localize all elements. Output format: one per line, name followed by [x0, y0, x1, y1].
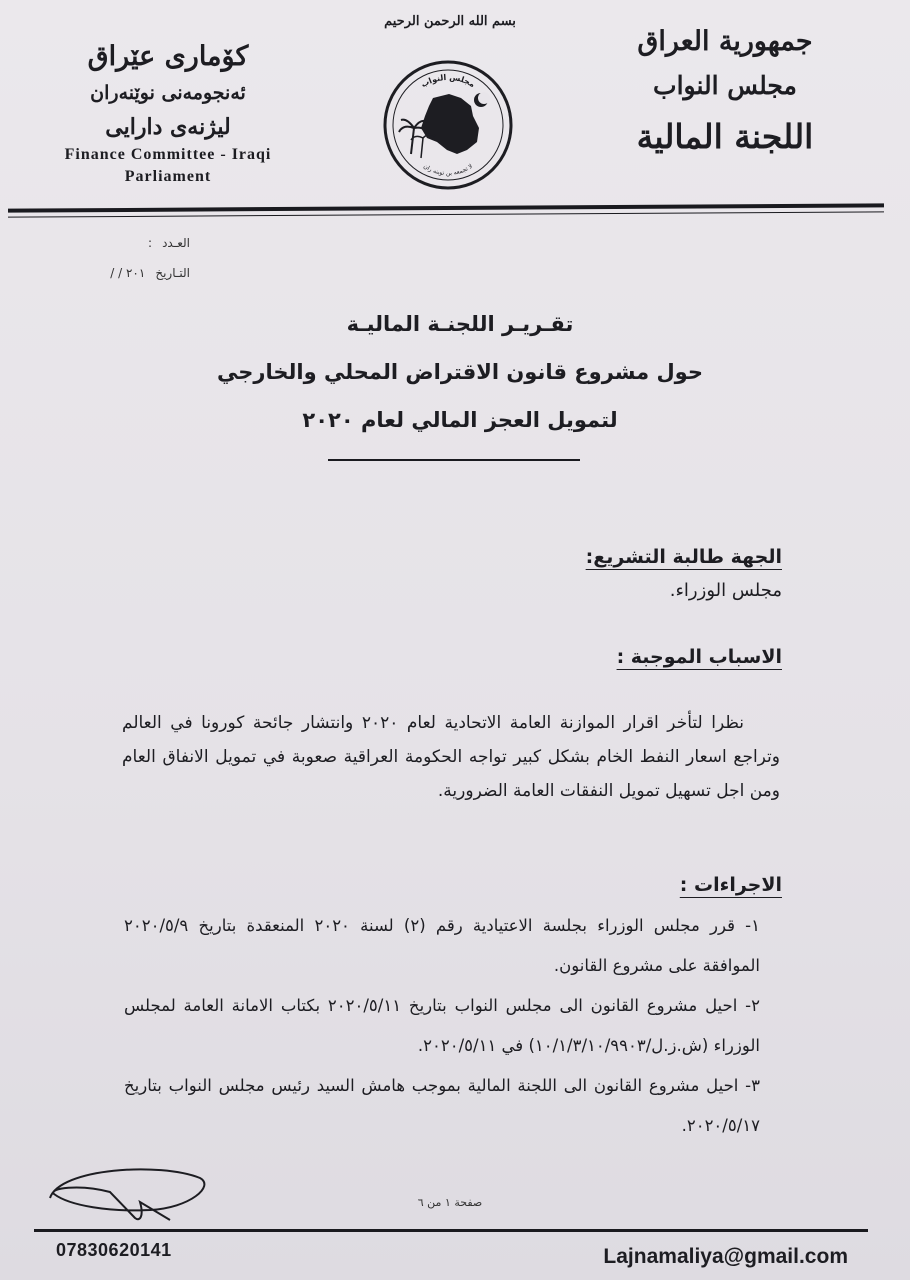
procedures-heading: الاجراءات :	[679, 874, 782, 896]
number-label: العـدد	[162, 236, 190, 250]
page-number: صفحة ١ من ٦	[417, 1196, 483, 1209]
signature-mark	[40, 1158, 220, 1228]
requester-section	[120, 540, 782, 608]
reference-meta: العـدد : التـاريخ / / ٢٠١	[30, 236, 190, 296]
title-line-3: لتمويل العجز المالي لعام ٢٠٢٠	[302, 408, 618, 432]
reasons-heading: الاسباب الموجبة :	[616, 646, 782, 668]
svg-text:مجلس النواب	[420, 73, 477, 90]
phone-number: 07830620141	[56, 1240, 172, 1260]
letterhead-english-line1: Finance Committee - Iraqi	[64, 146, 272, 163]
letterhead-kurdish-committee: لیژنه‌ی دارایی	[105, 114, 231, 140]
letterhead-committee: اللجنة المالية	[636, 117, 814, 156]
procedure-item-2: ٢- احيل مشروع القانون الى مجلس النواب بتاريخ ٢٠٢٠/٥/١١ بكتاب الامانة العامة لمجلس الوزراء (ش.ز.ل/١٠/١/٣/١٠/٩٩٠٣) في ٢٠٢٠/٥/١١.	[124, 996, 760, 1055]
title-underline	[328, 459, 580, 461]
title-line-2: حول مشروع قانون الاقتراض المحلي والخارجي	[217, 360, 703, 384]
title-line-1: تقـريـر اللجنـة الماليـة	[346, 312, 574, 336]
letterhead-republic: جمهورية العراق	[637, 26, 813, 57]
letterhead-kurdish-english	[38, 38, 298, 188]
letterhead-kurdish-republic: كۆماری عێراق	[87, 41, 249, 72]
letterhead-parliament: مجلس النواب	[653, 71, 797, 100]
letterhead-kurdish-parliament: ئه‌نجومه‌نی نوێنه‌ران	[90, 82, 246, 104]
footer-rule	[34, 1229, 868, 1232]
svg-text:لا تجمعه بن توبنه ران	[422, 163, 474, 177]
requester-value: مجلس الوزراء.	[669, 580, 782, 601]
letterhead-arabic	[610, 20, 840, 166]
procedures-list	[124, 906, 760, 1146]
reasons-section	[120, 640, 782, 674]
header-rule-thin	[8, 211, 884, 217]
reasons-text: نظرا لتأخر اقرار الموازنة العامة الاتحادية لعام ٢٠٢٠ وانتشار جائحة كورونا في العالم وتراجع اسعار النفط الخام بشكل كبير تواجه الحكومة العراقية صعوبة في تمويل الانفاق العام ومن اجل تسهيل تمويل النفقات العامة الضرورية.	[122, 713, 780, 801]
date-label: التـاريخ	[155, 266, 190, 280]
procedure-item-3: ٣- احيل مشروع القانون الى اللجنة المالية بموجب هامش السيد رئيس مجلس النواب بتاريخ ٢٠٢٠/٥/١٧.	[124, 1076, 760, 1135]
procedures-section	[120, 868, 782, 902]
basmala: بسم الله الرحمن الرحيم	[384, 14, 516, 29]
procedure-item-1: ١- قرر مجلس الوزراء بجلسة الاعتيادية رقم (٢) لسنة ٢٠٢٠ المنعقدة بتاريخ ٢٠٢٠/٥/٩ الموافقة على مشروع القانون.	[124, 916, 760, 975]
emblem-bottom-text: لا تجمعه بن توبنه ران	[422, 162, 474, 178]
parliament-emblem-icon	[381, 58, 515, 192]
letterhead-english-line2: Parliament	[124, 168, 212, 185]
date-slots: / / ٢٠١	[110, 266, 146, 280]
email-address: Lajnamaliya@gmail.com	[603, 1245, 848, 1268]
report-title	[180, 300, 740, 444]
requester-heading: الجهة طالبة التشريع:	[585, 546, 782, 568]
emblem-top-text: مجلس النواب	[419, 72, 477, 90]
reasons-body	[122, 706, 780, 808]
